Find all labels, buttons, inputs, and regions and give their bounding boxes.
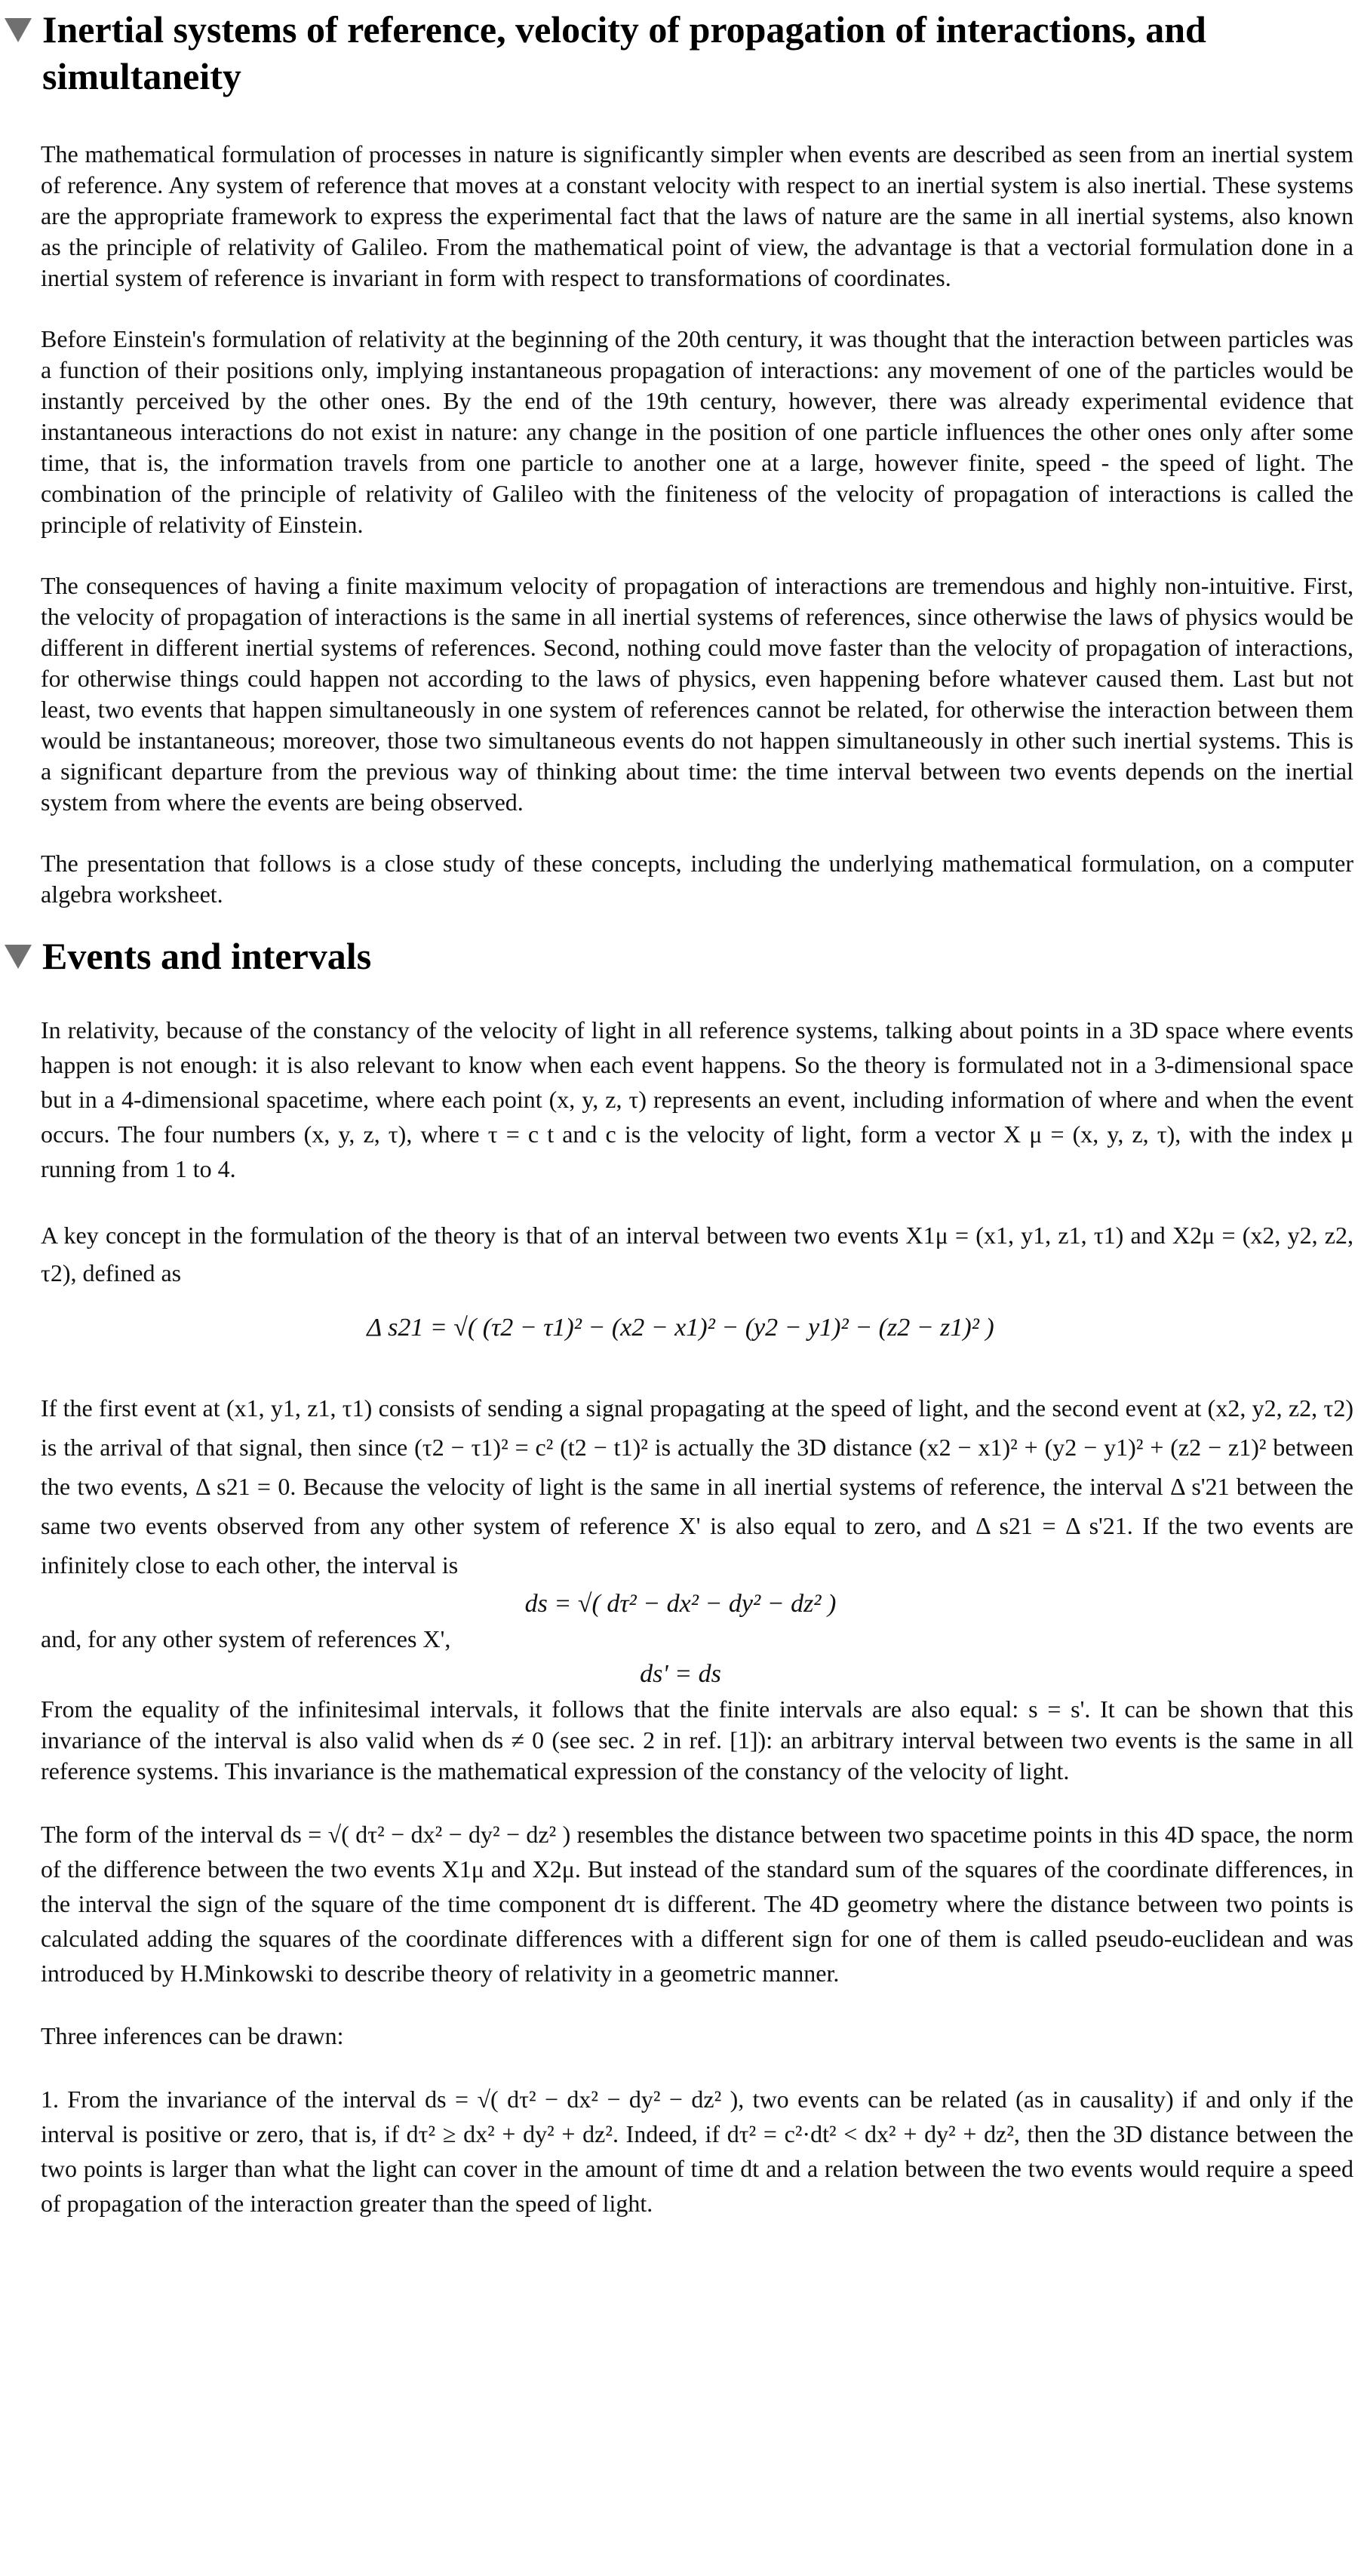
interval-equality-equation: ds' = ds xyxy=(640,1660,721,1688)
paragraph: The form of the interval ds = √( dτ² − dx² − dy² − dz² ) resembles the distance between two spacetime points in this 4D space, the norm of the difference between the two events X1μ and X2μ. But instead of the standard sum of the squares of the coordinate differences, in the interval the sign of the square of the time component dτ is different. The 4D geometry where the distance between two points is calculated adding the squares of the coordinate differences with a different sign for one of them is called pseudo-euclidean and was introduced by H.Minkowski to describe theory of relativity in a geometric manner. xyxy=(41,1821,1353,1987)
section-title: Inertial systems of reference, velocity of propagation of interactions, and simultaneity xyxy=(42,8,1206,97)
paragraph: 1. From the invariance of the interval ds = √( dτ² − dx² − dy² − dz² ), two events can be related (as in causality) if and only if the interval is positive or zero, that is, if dτ² ≥ dx² + dy² + dz². Indeed, if dτ² = c²·dt² < dx² + dy² + dz², then the 3D distance between the two points is larger than what the light can cover in the amount of time dt and a relation between the two events would require a speed of propagation of the interaction greater than the speed of light. xyxy=(41,2086,1354,2217)
paragraph: Three inferences can be drawn: xyxy=(41,2022,344,2049)
paragraph: From the equality of the infinitesimal intervals, it follows that the finite intervals are also equal: s = s'. It can be shown that this invariance of the interval is also valid when ds ≠ 0 (see sec. 2 in ref. [1]): an arbitrary interval between two events is the same in all reference systems. This invariance is the mathematical expression of the constancy of the velocity of light. xyxy=(41,1695,1353,1784)
paragraph: The mathematical formulation of processes in nature is significantly simpler when events are described as seen from an inertial system of reference. Any system of reference that moves at a constant velocity with respect to an inertial system is also inertial. These systems are the appropriate framework to express the experimental fact that the laws of nature are the same in all inertial systems, also known as the principle of relativity of Galileo. From the mathematical point of view, the advantage is that a vectorial formulation done in a inertial system of reference is invariant in form with respect to transformations of coordinates. xyxy=(41,140,1353,291)
paragraph: If the first event at (x1, y1, z1, τ1) consists of sending a signal propagating at the speed of light, and the second event at (x2, y2, z2, τ2) is the arrival of that signal, then since (τ2 − τ1)² = c² (t2 − t1)² is actually the 3D distance (x2 − x1)² + (y2 − y1)² + (z2 − z1)² between the two events, Δ s21 = 0. Because the velocity of light is the same in all inertial systems of reference, the interval Δ s'21 between the same two events observed from any other system of reference X' is also equal to zero, and Δ s21 = Δ s'21. If the two events are infinitely close to each other, the interval is xyxy=(41,1394,1353,1578)
infinitesimal-interval-equation: ds = √( dτ² − dx² − dy² − dz² ) xyxy=(524,1590,837,1618)
section-heading-inertial xyxy=(5,6,1361,100)
paragraph: Before Einstein's formulation of relativity at the beginning of the 20th century, it was thought that the interaction between particles was a function of their positions only, implying instantaneous propagation of interactions: any movement of one of the particles would be instantly perceived by the other ones. By the end of the 19th century, however, there was already experimental evidence that instantaneous interactions do not exist in nature: any change in the position of one particle influences the other ones only after some time, that is, the information travels from one particle to another one at a large, however finite, speed - the speed of light. The combination of the principle of relativity of Galileo with the finiteness of the velocity of propagation of interactions is called the principle of relativity of Einstein. xyxy=(41,325,1353,538)
paragraph: The presentation that follows is a close study of these concepts, including the underlying mathematical formulation, on a computer algebra worksheet. xyxy=(41,850,1353,908)
section-heading-events xyxy=(5,933,1361,979)
paragraph: The consequences of having a finite maximum velocity of propagation of interactions are tremendous and highly non-intuitive. First, the velocity of propagation of interactions is the same in all inertial systems of references, since otherwise the laws of physics would be different in different inertial systems of references. Second, nothing could move faster than the velocity of propagation of interactions, for otherwise things could happen not according to the laws of physics, even happening before whatever caused them. Last but not least, two events that happen simultaneously in one system of references cannot be related, for otherwise the interaction between them would be instantaneous; moreover, those two simultaneous events do not happen simultaneously in other such inertial systems. This is a significant departure from the previous way of thinking about time: the time interval between two events depends on the inertial system from where the events are being observed. xyxy=(41,572,1353,816)
paragraph: A key concept in the formulation of the theory is that of an interval between two events X1μ = (x1, y1, z1, τ1) and X2μ = (x2, y2, z2, τ2), defined as xyxy=(41,1222,1353,1286)
section-title: Events and intervals xyxy=(42,935,372,977)
interval-equation: Δ s21 = √( (τ2 − τ1)² − (x2 − x1)² − (y2 − y1)² − (z2 − z1)² ) xyxy=(367,1314,994,1342)
collapse-triangle-icon[interactable] xyxy=(5,945,32,969)
paragraph: In relativity, because of the constancy of the velocity of light in all reference systems, talking about points in a 3D space where events happen is not enough: it is also relevant to know when each event happens. So the theory is formulated not in a 3-dimensional space but in a 4-dimensional spacetime, where each point (x, y, z, τ) represents an event, including information of where and when the event occurs. The four numbers (x, y, z, τ), where τ = c t and c is the velocity of light, form a vector X μ = (x, y, z, τ), with the index μ running from 1 to 4. xyxy=(41,1016,1354,1182)
collapse-triangle-icon[interactable] xyxy=(5,18,32,42)
paragraph: and, for any other system of references X', xyxy=(41,1625,451,1652)
